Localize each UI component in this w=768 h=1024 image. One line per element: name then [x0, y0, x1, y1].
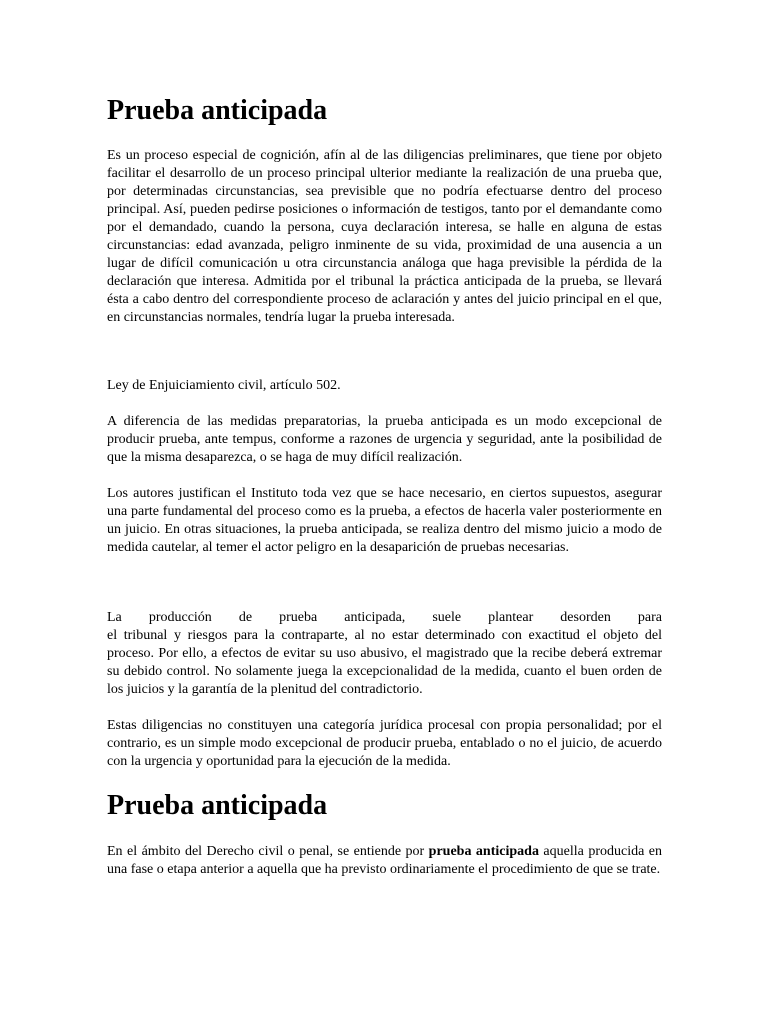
paragraph-continuation: el tribunal y riesgos para la contraparte, al no estar determinado con exactitud el objeto del proceso. Por ello, a efectos de evitar su uso abusivo, el magistrado que la recibe deberá extremar su debido control. No solamente juega la excepcionalidad de la medida, cuanto el buen orden de los juicios y la garantía de la plenitud del contradictorio. [107, 628, 662, 697]
body-paragraph [107, 609, 662, 699]
body-paragraph: Ley de Enjuiciamiento civil, artículo 502. [107, 378, 341, 393]
body-paragraph: Estas diligencias no constituyen una categoría jurídica procesal con propia personalidad; por el contrario, es un simple modo excepcional de producir prueba, entablado o no el juicio, de acuerdo con la urgencia y oportunidad para la ejecución de la medida. [107, 718, 662, 769]
body-paragraph: Es un proceso especial de cognición, afín al de las diligencias preliminares, que tiene por objeto facilitar el desarrollo de un proceso principal ulterior mediante la realización de una prueba que, por determinadas circunstancias, sea previsible que no podría efectuarse dentro del proceso principal. Así, pueden pedirse posiciones o información de testigos, tanto por el demandante como por el demandado, cuando la persona, cuya declaración interesa, se halle en alguna de estas circunstancias: edad avanzada, peligro inminente de su vida, proximidad de una ausencia a un lugar de difícil comunicación u otra circunstancia análoga que haga previsible la pérdida de la declaración que interesa. Admitida por el tribunal la práctica anticipada de la prueba, se llevará ésta a cabo dentro del correspondiente proceso de aclaración y antes del juicio principal en el que, en circunstancias normales, tendría lugar la prueba interesada. [107, 148, 662, 325]
paragraph-text: En el ámbito del Derecho civil o penal, se entiende por [107, 844, 429, 859]
body-paragraph [107, 843, 662, 879]
section-title: Prueba anticipada [107, 95, 328, 126]
body-paragraph: A diferencia de las medidas preparatorias, la prueba anticipada es un modo excepcional de producir prueba, ante tempus, conforme a razones de urgencia y seguridad, ante la posibilidad de que la misma desaparezca, o se haga de muy difícil realización. [107, 414, 662, 465]
bold-term: prueba anticipada [428, 844, 539, 859]
body-paragraph: Los autores justifican el Instituto toda vez que se hace necesario, en ciertos supuestos, asegurar una parte fundamental del proceso como es la prueba, a efectos de hacerla valer posteriormente en un juicio. En otras situaciones, la prueba anticipada, se realiza dentro del mismo juicio a modo de medida cautelar, al temer el actor peligro en la desaparición de pruebas necesarias. [107, 486, 662, 555]
paragraph-text: aquella producida en una fase o etapa anterior a aquella que ha previsto ordinariamente el procedimiento de que se trate. [107, 844, 662, 877]
paragraph-first-line: La producción de prueba anticipada, suele plantear desorden para [107, 610, 662, 625]
section-title: Prueba anticipada [107, 790, 328, 821]
